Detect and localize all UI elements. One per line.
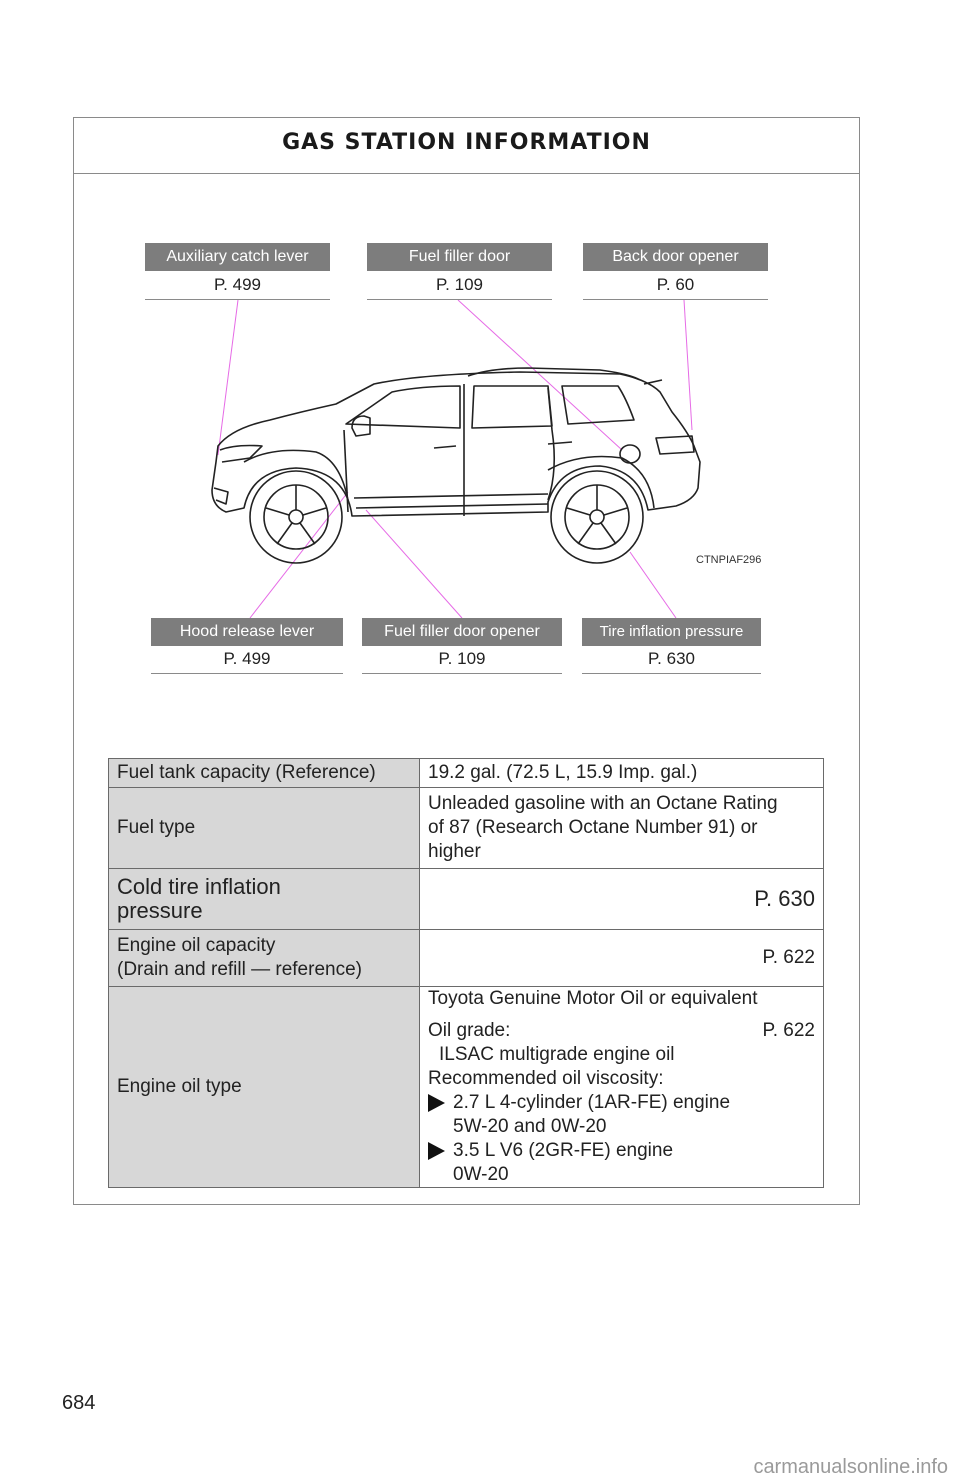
triangle-bullet-icon (428, 1142, 445, 1160)
page-ref-tire-inflation-pressure[interactable]: P. 630 (648, 649, 695, 668)
divider (145, 299, 330, 300)
engine-oil-type-value (420, 987, 824, 1188)
engine-oil-type-key: Engine oil type (109, 987, 420, 1188)
fuel-type-key: Fuel type (109, 788, 420, 869)
callout-auxiliary-catch-lever: Auxiliary catch lever (145, 243, 330, 271)
engine-oil-grade: 5W-20 and 0W-20 (453, 1116, 607, 1137)
oil-capacity-key-line: Engine oil capacity (117, 935, 276, 956)
engine-oil-capacity-value[interactable]: P. 622 (420, 930, 824, 987)
engine-oil-capacity-key (109, 930, 420, 987)
divider (582, 673, 761, 674)
fuel-type-line: of 87 (Research Octane Number 91) or (428, 817, 758, 838)
oil-capacity-key-line: (Drain and refill — reference) (117, 959, 362, 980)
engine-name: 2.7 L 4-cylinder (1AR-FE) engine (453, 1092, 731, 1113)
divider (583, 299, 768, 300)
fuel-type-line: Unleaded gasoline with an Octane Rating (428, 793, 778, 814)
ilsac-text: ILSAC multigrade engine oil (439, 1044, 675, 1065)
page-title: GAS STATION INFORMATION (282, 130, 651, 155)
table-row (109, 788, 824, 869)
specifications-table (108, 758, 824, 1188)
oil-grade-label: Oil grade: (428, 1020, 511, 1041)
oil-grade-line (428, 1019, 815, 1043)
fuel-type-value (420, 788, 824, 869)
table-row (109, 759, 824, 788)
image-code: CTNPIAF296 (696, 554, 762, 566)
fuel-type-line: higher (428, 841, 481, 862)
engine-name: 3.5 L V6 (2GR-FE) engine (453, 1140, 674, 1161)
callout-back-door-opener: Back door opener (583, 243, 768, 271)
genuine-oil-text: Toyota Genuine Motor Oil or equivalent (428, 988, 758, 1009)
callout-fuel-filler-door: Fuel filler door (367, 243, 552, 271)
callout-hood-release-lever: Hood release lever (151, 618, 343, 646)
cold-tire-pressure-value[interactable]: P. 630 (420, 869, 824, 930)
watermark: carmanualsonline.info (753, 1456, 948, 1478)
page-ref-hood-release-lever[interactable]: P. 499 (223, 649, 271, 668)
page-ref-fuel-filler-door[interactable]: P. 109 (436, 275, 483, 294)
cold-tire-key-line: Cold tire inflation (117, 874, 281, 899)
divider (367, 299, 552, 300)
fuel-tank-capacity-key: Fuel tank capacity (Reference) (109, 759, 420, 788)
viscosity-label: Recommended oil viscosity: (428, 1068, 664, 1089)
engine-oil-grade: 0W-20 (453, 1164, 509, 1185)
bullet-item (428, 1139, 815, 1163)
cold-tire-pressure-key (109, 869, 420, 930)
car-body (212, 368, 700, 516)
oil-grade-page-ref[interactable]: P. 622 (762, 1020, 815, 1041)
page-ref-fuel-filler-door-opener[interactable]: P. 109 (438, 649, 486, 668)
wheels (250, 471, 643, 563)
divider (151, 673, 343, 674)
cold-tire-key-line: pressure (117, 898, 203, 923)
table-row (109, 930, 824, 987)
bullet-item (428, 1091, 815, 1115)
triangle-bullet-icon (428, 1094, 445, 1112)
table-row (109, 987, 824, 1188)
callout-fuel-filler-door-opener: Fuel filler door opener (362, 618, 562, 646)
page-ref-auxiliary-catch-lever[interactable]: P. 499 (214, 275, 261, 294)
table-row (109, 869, 824, 930)
callout-tire-inflation-pressure: Tire inflation pressure (582, 618, 761, 646)
page-number: 684 (62, 1392, 96, 1414)
divider (362, 673, 562, 674)
fuel-tank-capacity-value: 19.2 gal. (72.5 L, 15.9 Imp. gal.) (420, 759, 824, 788)
page-ref-back-door-opener[interactable]: P. 60 (656, 275, 695, 294)
